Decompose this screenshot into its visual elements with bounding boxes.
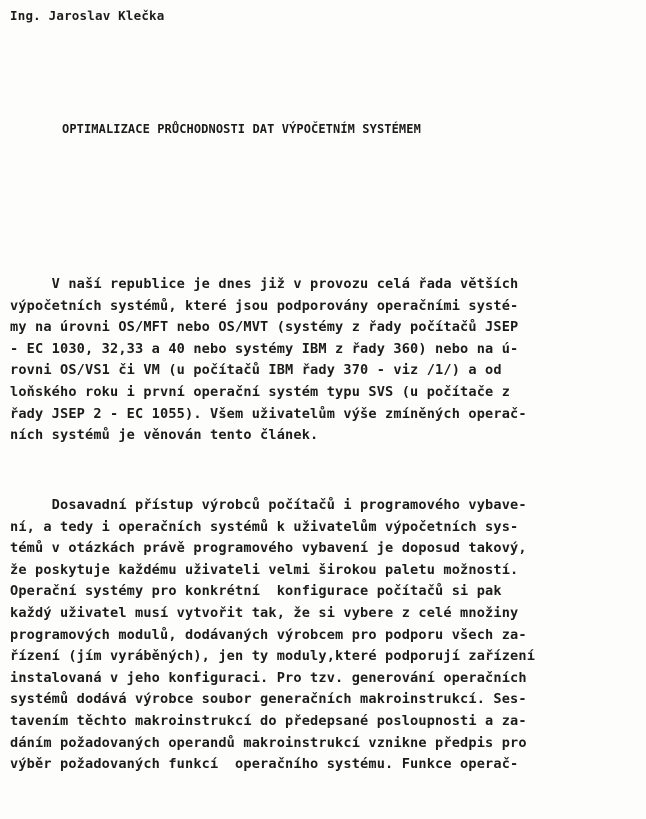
text-line: ních systémů je věnován tento článek. — [10, 427, 319, 444]
text-line: rovni OS/VS1 či VM (u počítačů IBM řady 370 - viz /1/) a od — [10, 362, 502, 379]
text-line: Dosavadní přístup výrobců počítačů i programového vybave- — [10, 497, 527, 513]
text-line: Operační systémy pro konkrétní konfigurace počítačů si pak — [10, 583, 502, 600]
text-line: výpočetních systémů, které jsou podporovány operačními systé- — [10, 297, 519, 314]
text-line: tavením těchto makroinstrukcí do předepsané posloupnosti a za- — [10, 712, 527, 729]
text-line: výběr požadovaných funkcí operačního systému. Funkce operač- — [10, 756, 519, 773]
text-line: instalovaná v jeho konfiguraci. Pro tzv. generování operačních — [10, 669, 527, 686]
article-title: OPTIMALIZACE PRŮCHODNOSTI DAT VÝPOČETNÍM SYSTÉMEM — [62, 122, 421, 136]
text-line: každý uživatel musí vytvořit tak, že si vybere z celé množiny — [10, 604, 519, 621]
text-line: V naší republice je dnes již v provozu celá řada větších — [10, 276, 519, 292]
text-line: témů v otázkách právě programového vybavení je doposud takový, — [10, 540, 527, 557]
text-line: loňského roku i první operační systém typu SVS (u počítače z — [10, 383, 511, 400]
paragraph-2 — [10, 495, 642, 776]
text-line: řízení (jím vyráběných), jen ty moduly,které podporují zařízení — [10, 648, 536, 665]
text-line: ní, a tedy i operačních systémů k uživatelům výpočetních sys- — [10, 518, 519, 535]
text-line: dáním požadovaných operandů makroinstrukcí vznikne předpis pro — [10, 734, 527, 751]
text-line: - EC 1030, 32,33 a 40 nebo systémy IBM z řady 360) nebo na ú- — [10, 340, 519, 357]
text-line: že poskytuje každému uživateli velmi širokou paletu možností. — [10, 561, 519, 578]
author-name: Ing. Jaroslav Klečka — [10, 8, 165, 23]
text-line: programových modulů, dodávaných výrobcem pro podporu všech za- — [10, 626, 527, 643]
text-line: řady JSEP 2 - EC 1055). Všem uživatelům výše zmíněných operač- — [10, 405, 527, 422]
text-line: systémů dodává výrobce soubor generačních makroinstrukcí. Ses- — [10, 691, 527, 708]
paragraph-1 — [10, 274, 642, 447]
text-line: my na úrovni OS/MFT nebo OS/MVT (systémy z řady počítačů JSEP — [10, 319, 519, 336]
